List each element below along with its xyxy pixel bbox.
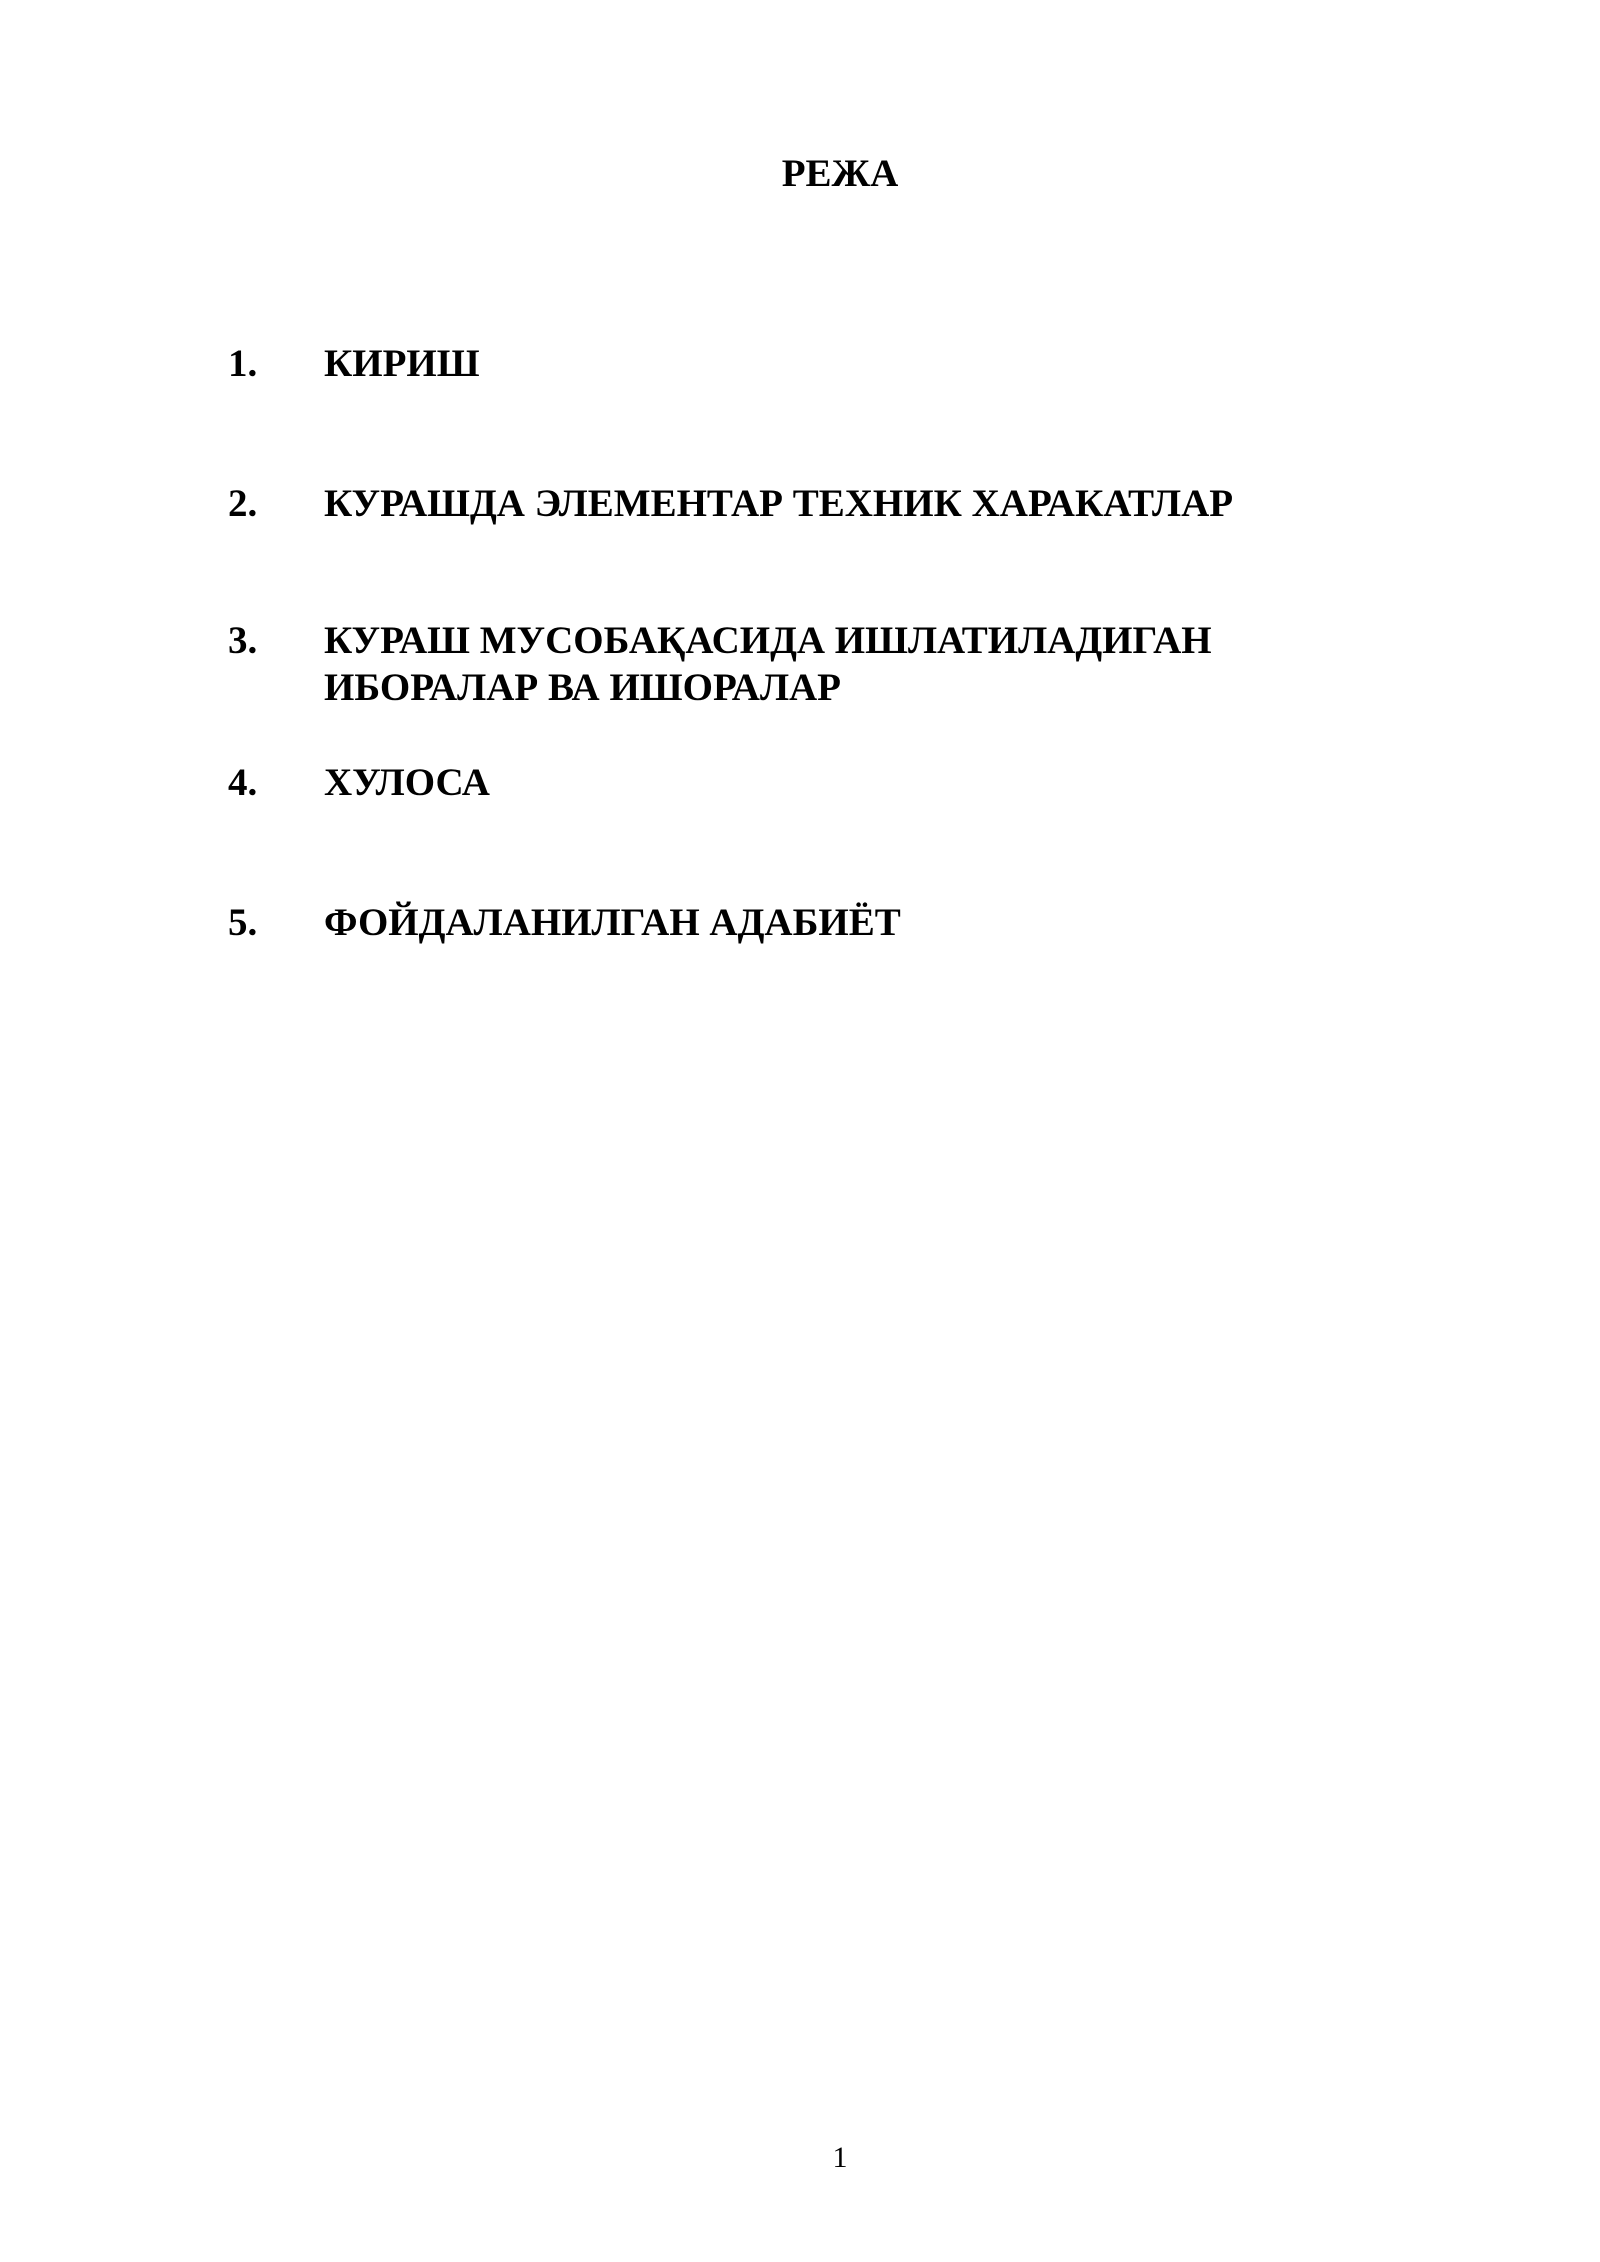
plan-item-2 <box>228 480 1428 527</box>
plan-item-4 <box>228 759 1428 806</box>
page-title: РЕЖА <box>781 152 899 195</box>
plan-item-text-line-2: ИБОРАЛАР ВА ИШОРАЛАР <box>324 666 841 709</box>
plan-item-text: ХУЛОСА <box>324 761 490 804</box>
plan-item-3 <box>228 617 1428 711</box>
plan-item-text-line-1: КУРАШ МУСОБАҚАСИДА ИШЛАТИЛАДИГАН <box>324 619 1212 662</box>
plan-item-text: КИРИШ <box>324 342 480 385</box>
plan-item-number: 4. <box>228 761 258 804</box>
plan-item-1 <box>228 340 1428 387</box>
plan-item-number: 3. <box>228 619 258 662</box>
page-number: 1 <box>832 2141 848 2174</box>
plan-item-number: 1. <box>228 342 258 385</box>
plan-item-text: ФОЙДАЛАНИЛГАН АДАБИЁТ <box>324 901 901 944</box>
plan-item-5 <box>228 899 1428 946</box>
plan-item-number: 5. <box>228 901 258 944</box>
plan-item-text: КУРАШДА ЭЛЕМЕНТАР ТЕХНИК ХАРАКАТЛАР <box>324 482 1234 525</box>
plan-item-number: 2. <box>228 482 258 525</box>
